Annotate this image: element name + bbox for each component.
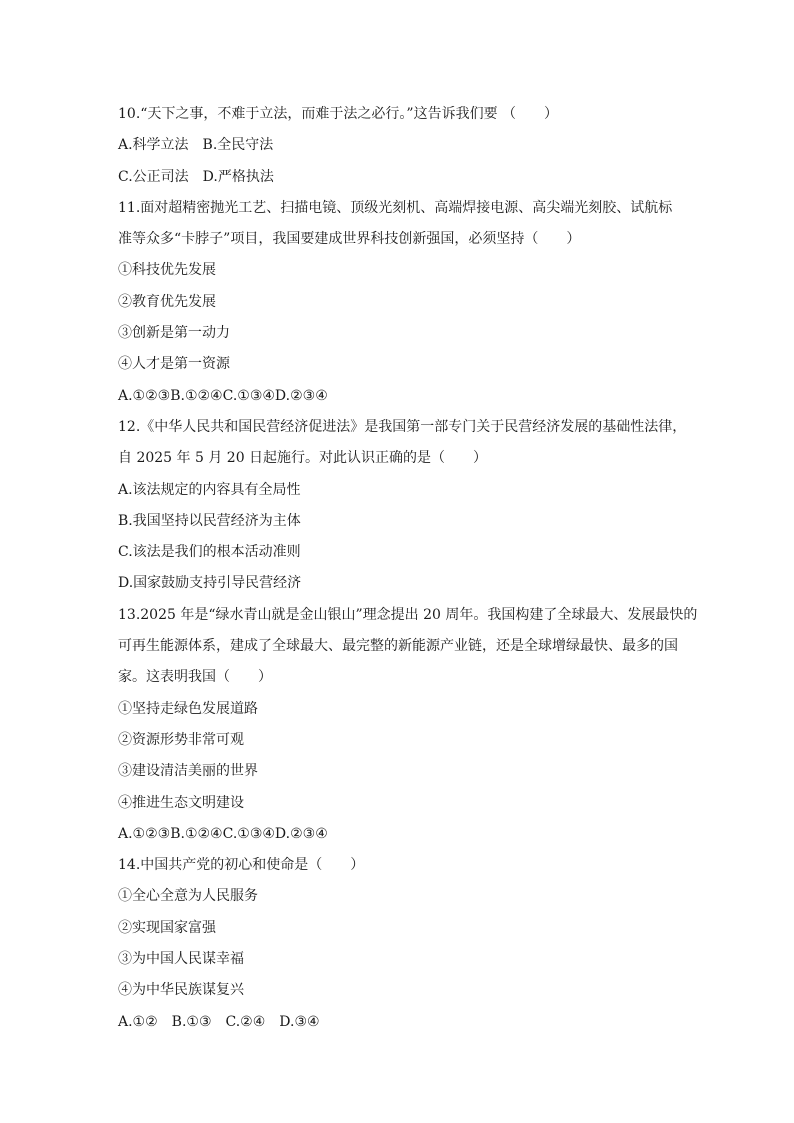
q12-option-c: C.该法是我们的根本活动准则 — [118, 544, 301, 561]
q10-stem: 10.“天下之事，不难于立法，而难于法之必行。”这告诉我们要 （ ） — [118, 106, 559, 122]
q13-statement-4: ④推进生态文明建设 — [118, 794, 244, 811]
q12-stem-line-1: 12.《中华人民共和国民营经济促进法》是我国第一部专门关于民营经济发展的基础性法律， — [118, 418, 687, 435]
q14-statement-2: ②实现国家富强 — [118, 919, 216, 936]
q12-option-a: A.该法规定的内容具有全局性 — [118, 481, 301, 498]
q13-options: A.①②③B.①②④C.①③④D.②③④ — [118, 825, 328, 842]
q14-statement-4: ④为中华民族谋复兴 — [118, 982, 244, 999]
q11-statement-2: ②教育优先发展 — [118, 293, 216, 310]
q11-statement-4: ④人才是第一资源 — [118, 356, 230, 373]
q11-statement-3: ③创新是第一动力 — [118, 325, 230, 342]
q11-options: A.①②③B.①②④C.①③④D.②③④ — [118, 387, 328, 404]
q13-statement-3: ③建设清洁美丽的世界 — [118, 763, 258, 780]
q12-option-b: B.我国坚持以民营经济为主体 — [118, 512, 301, 529]
q14-statement-1: ①全心全意为人民服务 — [118, 888, 258, 905]
q13-stem-line-2: 可再生能源体系，建成了全球最大、最完整的新能源产业链，还是全球增绿最快、最多的国 — [118, 638, 678, 655]
q14-options: A.①② B.①③ C.②④ D.③④ — [118, 1013, 320, 1030]
q14-stem: 14.中国共产党的初心和使命是（ ） — [118, 857, 365, 874]
q12-option-d: D.国家鼓励支持引导民营经济 — [118, 575, 302, 592]
q14-statement-3: ③为中国人民谋幸福 — [118, 951, 244, 968]
q11-statement-1: ①科技优先发展 — [118, 262, 216, 279]
q12-stem-line-2: 自 2025 年 5 月 20 日起施行。对此认识正确的是（ ） — [118, 450, 488, 467]
q11-stem-line-2: 准等众多“卡脖子”项目，我国要建成世界科技创新强国，必须坚持（ ） — [118, 231, 581, 248]
q11-stem-line-1: 11.面对超精密抛光工艺、扫描电镜、顶级光刻机、高端焊接电源、高尖端光刻胶、试航标 — [118, 199, 673, 216]
q10-options-cd: C.公正司法 D.严格执法 — [118, 168, 274, 185]
q13-statement-2: ②资源形势非常可观 — [118, 731, 244, 748]
question-content — [118, 99, 698, 1038]
q13-stem-line-1: 13.2025 年是“绿水青山就是金山银山”理念提出 20 周年。我国构建了全球最大、发展最快的 — [118, 606, 698, 623]
q10-options-ab: A.科学立法 B.全民守法 — [118, 137, 274, 154]
q13-statement-1: ①坚持走绿色发展道路 — [118, 700, 258, 717]
q13-stem-line-3: 家。这表明我国（ ） — [118, 669, 272, 686]
